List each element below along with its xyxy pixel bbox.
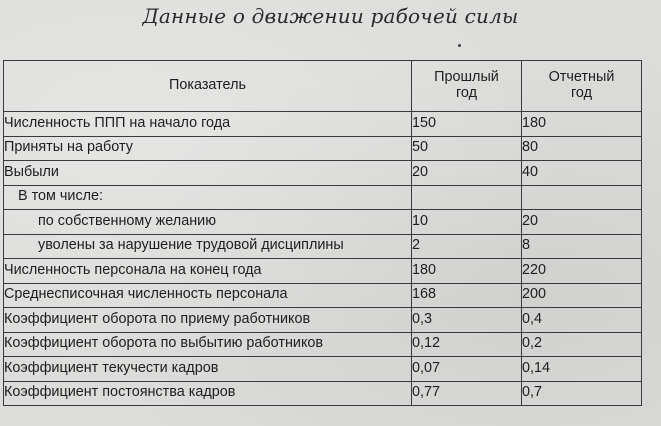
row-label: Среднесписочная численность персонала: [4, 283, 412, 308]
row-curr-value: 8: [522, 234, 642, 259]
row-curr-value: 200: [522, 283, 642, 308]
table-title: Данные о движении рабочей силы: [142, 4, 519, 28]
row-curr-value: 40: [522, 161, 642, 186]
row-prev-value: 0,3: [412, 308, 522, 333]
table-row: [4, 381, 642, 406]
row-prev-value: 0,12: [412, 332, 522, 357]
row-curr-value: 0,14: [522, 357, 642, 382]
row-curr-value: [522, 185, 642, 210]
row-curr-value: 80: [522, 136, 642, 161]
header-indicator: Показатель: [4, 61, 412, 112]
table-row: [4, 136, 642, 161]
print-speck: [458, 44, 461, 47]
table-row: [4, 161, 642, 186]
row-curr-value: 0,7: [522, 381, 642, 406]
row-curr-value: 0,2: [522, 332, 642, 357]
row-label: уволены за нарушение трудовой дисциплины: [4, 234, 412, 259]
row-curr-value: 20: [522, 210, 642, 235]
table-row: [4, 259, 642, 284]
row-label: Численность ППП на начало года: [4, 112, 412, 137]
row-label: Приняты на работу: [4, 136, 412, 161]
row-label: Коэффициент постоянства кадров: [4, 381, 412, 406]
row-prev-value: [412, 185, 522, 210]
row-label: Коэффициент оборота по приему работников: [4, 308, 412, 333]
row-prev-value: 0,07: [412, 357, 522, 382]
row-prev-value: 180: [412, 259, 522, 284]
header-prev-year: [412, 61, 522, 112]
header-prev-year-line2: год: [455, 85, 478, 101]
table-header-row: [4, 61, 642, 112]
table-row: [4, 308, 642, 333]
table-row: [4, 185, 642, 210]
row-label: Коэффициент текучести кадров: [4, 357, 412, 382]
row-prev-value: 2: [412, 234, 522, 259]
row-label: по собственному желанию: [4, 210, 412, 235]
row-prev-value: 168: [412, 283, 522, 308]
table-row: [4, 112, 642, 137]
row-label: Коэффициент оборота по выбытию работников: [4, 332, 412, 357]
header-curr-year-line1: Отчетный: [548, 69, 615, 86]
row-label: Выбыли: [4, 161, 412, 186]
table-row: [4, 332, 642, 357]
row-curr-value: 0,4: [522, 308, 642, 333]
row-prev-value: 0,77: [412, 381, 522, 406]
header-curr-year-line2: год: [570, 85, 593, 101]
row-prev-value: 150: [412, 112, 522, 137]
row-label: Численность персонала на конец года: [4, 259, 412, 284]
row-curr-value: 180: [522, 112, 642, 137]
table-row: [4, 283, 642, 308]
header-curr-year: [522, 61, 642, 112]
table-row: [4, 210, 642, 235]
row-prev-value: 50: [412, 136, 522, 161]
table-row: [4, 234, 642, 259]
table-row: [4, 357, 642, 382]
header-prev-year-line1: Прошлый: [434, 69, 499, 86]
row-label: В том числе:: [4, 185, 412, 210]
row-prev-value: 10: [412, 210, 522, 235]
workforce-movement-table: [3, 60, 642, 406]
row-prev-value: 20: [412, 161, 522, 186]
row-curr-value: 220: [522, 259, 642, 284]
